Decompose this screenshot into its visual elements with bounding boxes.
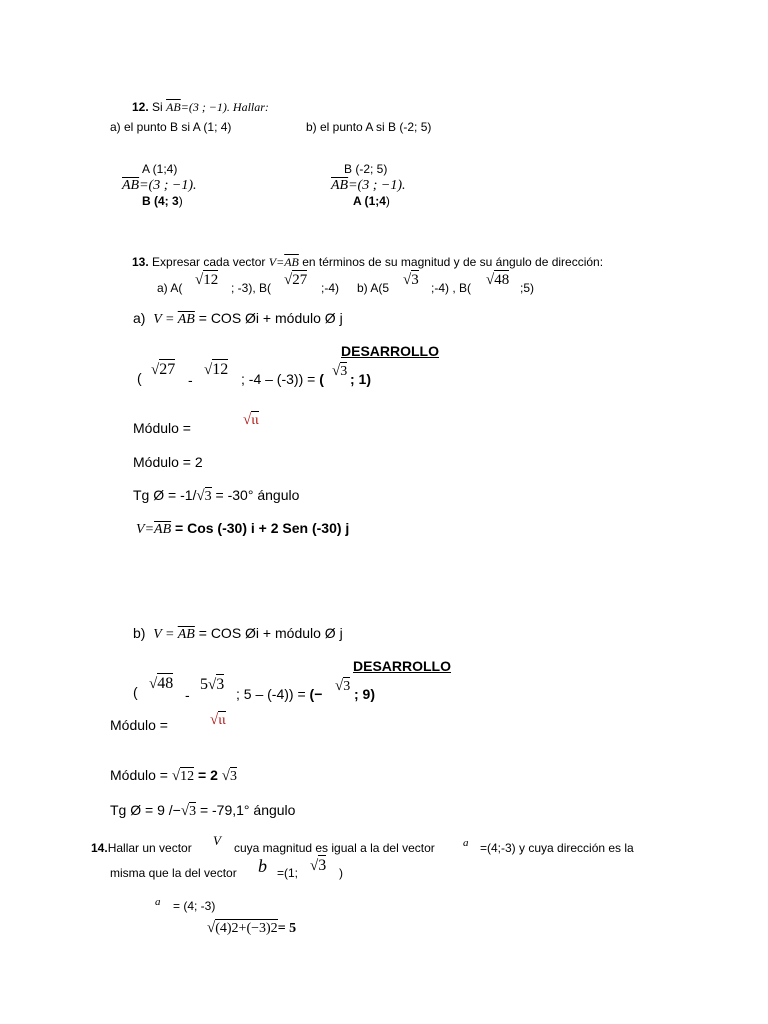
text: =	[161, 312, 178, 327]
radicand: (4)2+(−3)2	[215, 921, 278, 936]
problem-14-line1-a	[91, 842, 192, 854]
radicand: 27	[292, 272, 308, 288]
radicand: 3	[318, 857, 327, 874]
problem-14-line1-c: =(4;-3) y cuya dirección es la	[480, 841, 634, 855]
garbled-sqrt-a: √ιι	[243, 412, 259, 428]
sqrt-3: √3	[403, 272, 419, 288]
radicand: 3	[216, 676, 225, 693]
text: = Cos (-30) i + 2 Sen (-30) j	[171, 520, 350, 536]
vector-ab: $\overline{AB}$	[177, 627, 195, 642]
problem-12-part-a: a) el punto B si A (1; 4)	[110, 120, 232, 134]
text: = -79,1° ángulo	[196, 802, 296, 818]
rest-a	[241, 372, 324, 386]
item-b-post: ;5)	[520, 281, 535, 295]
text: =	[161, 627, 178, 642]
sqrt-48: √48	[149, 675, 174, 692]
problem-number: 14.	[91, 841, 108, 855]
tangent-line-a	[133, 488, 299, 504]
radicand: ιι	[251, 413, 259, 428]
paren-open-b: (	[133, 684, 138, 700]
item-a-mid: ; -3), B(	[231, 281, 272, 295]
text: 4; 3	[158, 194, 179, 208]
text: Tg Ø = 9 /−	[110, 802, 181, 818]
vector-equation: =(3 ; −1).	[348, 178, 406, 193]
text: = 2	[194, 767, 222, 783]
text: ; 5 – (-4)) =	[236, 686, 310, 702]
vector-equation: =(3 ; −1).	[139, 178, 197, 193]
vector-v: V	[153, 627, 162, 642]
radicand: 12	[180, 769, 195, 784]
final-vector-a	[136, 521, 349, 537]
radicand: 27	[159, 361, 176, 378]
desarrollo-heading-a: DESARROLLO	[341, 343, 439, 359]
right-given: B (-2; 5)	[344, 162, 388, 176]
text: a)	[133, 310, 146, 326]
modulo-value-b	[110, 768, 237, 784]
text: )	[385, 194, 390, 208]
item-b-pre: b) A(5	[357, 281, 390, 295]
right-result	[353, 195, 390, 207]
problem-number: 13.	[132, 255, 149, 269]
sqrt-27: √27	[284, 272, 308, 288]
vector-ab: $\overline{AB}$	[284, 255, 299, 269]
rest-b	[236, 687, 322, 701]
text: )	[178, 194, 183, 208]
text: en términos de su magnitud y de su ángulo de dirección:	[298, 255, 604, 269]
minus-b: -	[185, 687, 190, 703]
vector-a: a	[155, 896, 161, 908]
vector-a: a	[463, 837, 469, 849]
problem-14-line2-a: misma que la del vector	[110, 866, 237, 880]
vector-ab: $\overline{AB}$	[177, 312, 195, 327]
item-b-mid: ;-4) , B(	[431, 281, 472, 295]
part-b-formula	[133, 626, 343, 642]
problem-number: 12.	[132, 100, 149, 114]
result-close-a: ; 1)	[350, 371, 371, 387]
text: =	[276, 255, 285, 269]
text: b)	[133, 625, 146, 641]
five-sqrt-3: 5√3	[200, 676, 225, 693]
radicand: 3	[204, 489, 212, 504]
sqrt-3: √3	[180, 803, 197, 819]
paren-open-a: (	[137, 370, 142, 386]
vector-v: V	[153, 312, 162, 327]
radicand: 48	[157, 675, 174, 692]
radicand: 3	[343, 679, 351, 694]
vector-a-value: = (4; -3)	[173, 899, 216, 913]
text: Tg Ø = -1/	[133, 487, 197, 503]
text: (−	[309, 686, 323, 702]
sqrt-3-result: √3	[332, 363, 348, 379]
text: =	[144, 522, 155, 537]
modulo-label-a: Módulo =	[133, 420, 191, 436]
text: Si	[152, 100, 167, 114]
magnitude-sqrt: √(4)2+(−3)2= 5	[207, 920, 297, 936]
text: ; -4 – (-3)) =	[241, 371, 320, 387]
radicand: 12	[203, 272, 219, 288]
text: A (	[353, 194, 369, 208]
radicand: 12	[212, 361, 229, 378]
left-given: A (1;4)	[142, 162, 178, 176]
garbled-sqrt-b: √ιι	[210, 712, 226, 728]
part-a-formula	[133, 311, 343, 327]
modulo-label-b: Módulo =	[110, 717, 168, 733]
radicand: 48	[494, 272, 510, 288]
vector-v: V	[213, 833, 221, 848]
problem-12-header	[132, 101, 269, 113]
text: = COS Øi + módulo Ø j	[194, 625, 343, 641]
radicand: 3	[340, 364, 348, 379]
text: (	[319, 371, 324, 387]
problem-14-line2-c: )	[339, 866, 343, 880]
coefficient: 5	[200, 676, 208, 693]
tangent-line-b	[110, 803, 295, 819]
desarrollo-heading-b: DESARROLLO	[353, 658, 451, 674]
radicand: 3	[411, 272, 419, 288]
sqrt-3: √3	[196, 488, 212, 504]
item-a-pre: a) A(	[157, 281, 183, 295]
minus-a: -	[188, 372, 193, 388]
sqrt-12: √12	[171, 768, 195, 784]
text: Expresar cada vector	[152, 255, 269, 269]
problem-14-line1-b: cuya magnitud es igual a la del vector	[234, 841, 435, 855]
text: = 5	[277, 921, 297, 936]
sqrt-12: √12	[195, 272, 219, 288]
vector-ab: $\overline{AB}$	[331, 178, 349, 193]
left-result	[142, 195, 183, 207]
vector-equation: =(3 ; −1). Hallar:	[180, 100, 269, 114]
item-a-post: ;-4)	[321, 281, 339, 295]
radicand: 3	[229, 769, 237, 784]
text: = -30° ángulo	[211, 487, 300, 503]
problem-12-part-b: b) el punto A si B (-2; 5)	[306, 120, 432, 134]
sqrt-27: √27	[151, 361, 176, 378]
text: = COS Øi + módulo Ø j	[194, 310, 343, 326]
vector-v: V	[268, 255, 277, 269]
vector-ab: $\overline{AB}$	[154, 522, 172, 537]
text: Módulo =	[110, 767, 172, 783]
vector-v: V	[136, 522, 145, 537]
text: 1;4	[368, 194, 386, 208]
sqrt-3: √3	[221, 768, 237, 784]
sqrt-3: √3	[310, 857, 327, 874]
radicand: 3	[189, 804, 197, 819]
vector-ab: $\overline{AB}$	[122, 178, 140, 193]
modulo-value-a: Módulo = 2	[133, 454, 203, 470]
problem-13-header	[132, 256, 603, 268]
text: Hallar un vector	[107, 841, 192, 855]
sqrt-48: √48	[486, 272, 510, 288]
result-close-b: ; 9)	[354, 686, 375, 702]
sqrt-3-result: √3	[335, 678, 351, 694]
left-vector-eq	[122, 177, 197, 193]
problem-14-line2-b: =(1;	[277, 866, 299, 880]
right-vector-eq	[331, 177, 406, 193]
radicand: ιι	[218, 713, 226, 728]
vector-ab: $\overline{AB}$	[166, 100, 181, 114]
text: B (	[142, 194, 158, 208]
vector-b: b	[258, 856, 267, 876]
sqrt-12: √12	[204, 361, 229, 378]
